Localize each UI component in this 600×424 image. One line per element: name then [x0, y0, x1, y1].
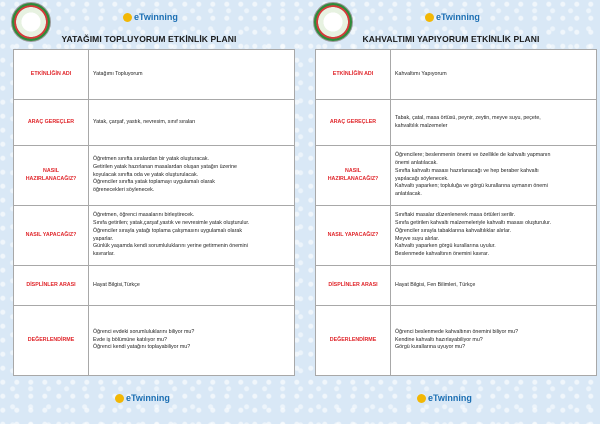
table-row	[14, 50, 295, 100]
activity-plan-panel-right	[305, 0, 597, 424]
table-row	[14, 306, 295, 376]
row-value: Öğrencilere; beslenmenin önemi ve özellikle de kahvaltı yapmanın önemi anlatılacak. Sınıfta kahvaltı masası hazırlanacağı ve hep beraber kahvaltı yapılacağı söylenecek. Kahvaltı yaparken; topluluğa ve görgü kurallarına uymanın önemi anlatılacak.	[391, 146, 597, 206]
table-row	[14, 206, 295, 266]
row-value: Kahvaltımı Yapıyorum	[391, 50, 597, 100]
etwinning-star-icon	[425, 13, 434, 22]
row-value: Hayat Bilgisi, Fen Bilimleri, Türkçe	[391, 266, 597, 306]
etwinning-logo-top	[425, 12, 480, 22]
plan-table	[13, 49, 295, 376]
panel-title: YATAĞIMI TOPLUYORUM ETKİNLİK PLANI	[61, 34, 237, 44]
row-value: Öğrenci beslenmede kahvaltının önemini biliyor mu? Kendine kahvaltı hazırlayabiliyor mu? Görgü kurallarına uyuyor mu?	[391, 306, 597, 376]
row-value: Öğretmen sınıfta sıralardan bir yatak oluşturacak. Getirilen yatak hazırlanan masalardan oluşan yatağın üzerine koyulacak sınıfta oda ve yatak oluşturulacak. Öğrenciler sınıfta yatak toplamayı uygulamalı olarak öğrenecekleri söylenecek.	[89, 146, 295, 206]
row-value: Yatak, çarşaf, yastık, nevresim, sınıf sıraları	[89, 100, 295, 146]
row-value: Öğrenci evdeki sorumluluklarını biliyor mu? Evde iş bölümüne katılıyor mu? Öğrenci kendi yatağını toplayabiliyor mu?	[89, 306, 295, 376]
row-label: DİSPLİNLER ARASI	[14, 266, 89, 306]
row-label: DEĞERLENDİRME	[14, 306, 89, 376]
row-label: ETKİNLİĞİN ADI	[316, 50, 391, 100]
table-row	[316, 306, 597, 376]
brand-text: eTwinning	[134, 12, 178, 22]
brand-text: eTwinning	[126, 393, 170, 403]
table-row	[14, 146, 295, 206]
plan-table	[315, 49, 597, 376]
panel-title: KAHVALTIMI YAPIYORUM ETKİNLİK PLANI	[362, 34, 540, 44]
table-row	[316, 50, 597, 100]
table-row	[14, 266, 295, 306]
brand-text: eTwinning	[428, 393, 472, 403]
brand-text: eTwinning	[436, 12, 480, 22]
row-label: ETKİNLİĞİN ADI	[14, 50, 89, 100]
row-value: Sınıftaki masalar düzenlenerek masa örtüleri serilir. Sınıfa getirilen kahvaltı malzemeleriyle kahvaltı masası oluşturulur. Öğrenciler sırayla tabaklarına kahvaltılıklar alırlar. Meyve suyu alırlar. Kahvaltı yaparken görgü kurallarına uyulur. Beslenmede kahvaltının önemini kavrar.	[391, 206, 597, 266]
etwinning-star-icon	[417, 394, 426, 403]
row-label: NASIL HAZIRLANACAĞIZ?	[316, 146, 391, 206]
row-value: Yatağımı Topluyorum	[89, 50, 295, 100]
table-row	[316, 100, 597, 146]
table-row	[316, 146, 597, 206]
etwinning-star-icon	[115, 394, 124, 403]
table-row	[14, 100, 295, 146]
row-label: ARAÇ GEREÇLER	[316, 100, 391, 146]
row-label: ARAÇ GEREÇLER	[14, 100, 89, 146]
row-label: NASIL YAPACAĞIZ?	[14, 206, 89, 266]
row-label: NASIL YAPACAĞIZ?	[316, 206, 391, 266]
row-value: Öğretmen, öğrenci masalarını birleştirecek. Sınıfa getirilen; yatak,çarşaf,yastık ve nevresimle yatak oluşturulur. Öğrenciler sırayla yatağı toplama çalışmasını uygulamalı olarak yaparlar. Günlük yaşamda kendi sorumluluklarını yerine getirmenin önemini kavrarlar.	[89, 206, 295, 266]
row-label: DİSPLİNLER ARASI	[316, 266, 391, 306]
etwinning-logo-top	[123, 12, 178, 22]
table-row	[316, 206, 597, 266]
etwinning-logo-bottom	[417, 393, 472, 403]
activity-plan-panel-left	[3, 0, 295, 424]
row-label: NASIL HAZIRLANACAĞIZ?	[14, 146, 89, 206]
etwinning-star-icon	[123, 13, 132, 22]
row-label: DEĞERLENDİRME	[316, 306, 391, 376]
row-value: Tabak, çatal, masa örtüsü, peynir, zeytin, meyve suyu, peçete, kahvaltılık malzemeler	[391, 100, 597, 146]
row-value: Hayat Bilgisi,Türkçe	[89, 266, 295, 306]
table-row	[316, 266, 597, 306]
etwinning-logo-bottom	[115, 393, 170, 403]
